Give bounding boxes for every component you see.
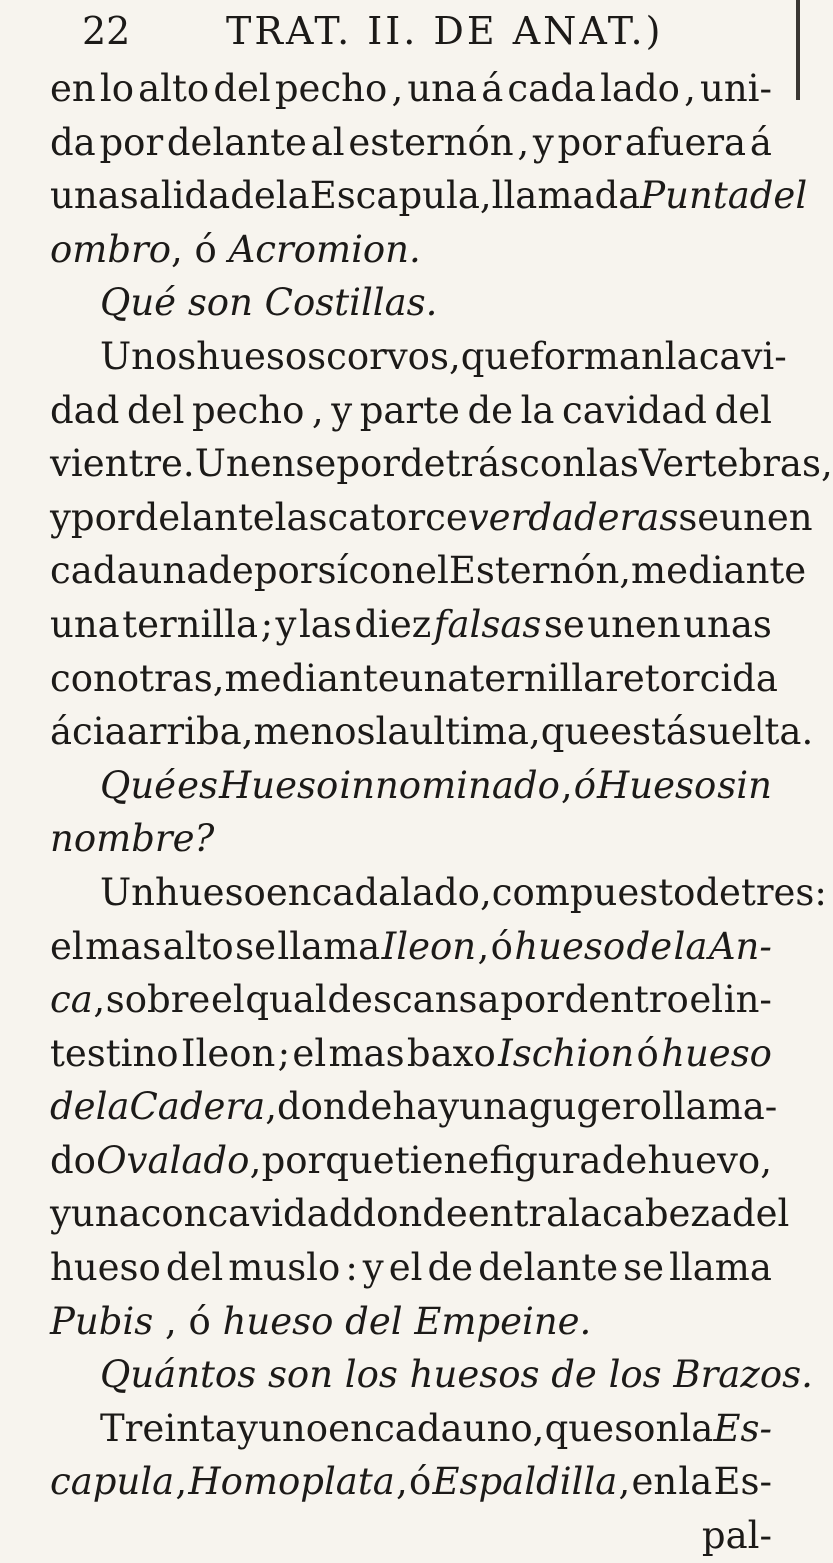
running-title: TRAT. II. DE ANAT.) xyxy=(226,9,664,53)
word: una xyxy=(70,1192,141,1236)
word: con xyxy=(348,549,416,593)
word: Un xyxy=(100,870,156,914)
word: en xyxy=(265,870,312,914)
word: delante xyxy=(478,1246,619,1290)
word: se xyxy=(623,1246,665,1290)
word: la xyxy=(679,1406,714,1450)
text-line xyxy=(50,1455,772,1509)
word: huesos xyxy=(196,334,327,378)
word: llama- xyxy=(661,1085,778,1129)
word: un xyxy=(459,1085,507,1129)
word: por xyxy=(99,120,164,164)
word: la xyxy=(673,924,708,968)
word: , xyxy=(391,67,404,110)
word: , xyxy=(477,924,490,968)
text-line xyxy=(50,437,833,491)
word: , xyxy=(528,710,541,754)
word: á xyxy=(481,67,504,110)
word: Hueso xyxy=(597,763,717,807)
text-line xyxy=(50,1080,778,1134)
text-line xyxy=(50,1134,772,1188)
word: y xyxy=(50,1192,71,1236)
word: , xyxy=(396,1460,408,1504)
word: hueso xyxy=(50,1246,161,1290)
word: detrás xyxy=(399,442,520,486)
word: , xyxy=(517,120,530,164)
word: , xyxy=(93,978,106,1022)
word: unen xyxy=(587,602,681,646)
word: ácia xyxy=(50,710,127,754)
text-segment: Pubis xyxy=(50,1299,154,1343)
word: pecho xyxy=(274,67,388,110)
word: otras xyxy=(116,656,213,700)
word: las xyxy=(274,495,328,539)
page-header xyxy=(0,3,800,63)
word: da xyxy=(50,120,96,164)
word: descansa xyxy=(327,978,500,1022)
word: con xyxy=(519,442,586,486)
word: hueso xyxy=(661,1031,772,1075)
word: las xyxy=(585,442,639,486)
word: del xyxy=(714,388,772,432)
word: ó xyxy=(636,1031,659,1075)
word: cavidad xyxy=(562,388,707,432)
word: Treinta xyxy=(100,1406,237,1450)
word: hueso xyxy=(155,870,266,914)
text-line xyxy=(50,1402,772,1456)
text-segment: pal- xyxy=(701,1514,772,1558)
word: es xyxy=(177,763,218,807)
word: compuesto xyxy=(491,870,696,914)
word: las xyxy=(298,602,352,646)
word: dad xyxy=(50,388,120,432)
word: y xyxy=(362,1246,384,1290)
word: de xyxy=(230,174,276,218)
word: ó xyxy=(573,763,596,807)
text-segment: , ó xyxy=(171,227,229,271)
word: cada xyxy=(507,67,596,110)
text-line xyxy=(50,1295,772,1349)
word: innominado xyxy=(339,763,560,807)
word: , xyxy=(311,388,324,432)
word: en xyxy=(50,67,96,110)
word: cada xyxy=(374,1406,463,1450)
text-line xyxy=(50,223,772,277)
word: parte xyxy=(359,388,460,432)
word: de xyxy=(50,1085,96,1129)
word: uno xyxy=(258,1406,329,1450)
word: que xyxy=(460,334,531,378)
word: dentro xyxy=(564,978,689,1022)
word: ca xyxy=(50,978,93,1022)
word: baxo xyxy=(406,1031,496,1075)
text-line xyxy=(50,330,787,384)
word: arriba xyxy=(126,710,242,754)
word: una xyxy=(138,549,209,593)
word: y xyxy=(50,495,71,539)
text-segment: Qué son Costillas. xyxy=(100,281,438,325)
word: , xyxy=(212,656,225,700)
word: hay xyxy=(392,1085,460,1129)
word: ternilla xyxy=(469,656,606,700)
word: Ileon xyxy=(180,1031,276,1075)
word: del xyxy=(126,388,185,432)
word: á xyxy=(749,120,772,164)
word: la xyxy=(664,334,699,378)
word: Esternón, xyxy=(448,549,632,593)
word: afuera xyxy=(624,120,747,164)
word: de xyxy=(695,870,741,914)
word: ternilla xyxy=(122,602,259,646)
word: la xyxy=(375,710,410,754)
text-line xyxy=(50,652,778,706)
word: unas xyxy=(683,602,772,646)
word: capula xyxy=(50,1460,175,1504)
word: mediante xyxy=(631,549,807,593)
word: agugero xyxy=(506,1085,662,1129)
word: y xyxy=(331,388,353,432)
text-line xyxy=(50,1187,790,1241)
word: unen xyxy=(719,495,813,539)
text-segment: Acromion. xyxy=(228,227,421,271)
word: que xyxy=(544,1406,615,1450)
word: testino xyxy=(50,1031,179,1075)
word: mas xyxy=(85,924,162,968)
text-line xyxy=(50,62,772,116)
word: Unense xyxy=(194,442,337,486)
word: el xyxy=(689,978,724,1022)
word: , xyxy=(684,67,696,110)
word: Homoplata xyxy=(188,1460,395,1504)
text-segment: Quántos son los huesos de los Brazos. xyxy=(100,1353,813,1397)
text-segment: nombre? xyxy=(50,817,215,861)
text-segment: ombro xyxy=(50,227,172,271)
word: llamada xyxy=(491,174,641,218)
word: delante xyxy=(166,120,307,164)
word: por xyxy=(336,442,400,486)
word: esternón xyxy=(348,120,514,164)
word: del xyxy=(213,67,271,110)
word: con xyxy=(50,656,117,700)
word: y xyxy=(275,602,297,646)
word: do xyxy=(50,1138,96,1182)
word: , xyxy=(479,174,492,218)
word: : xyxy=(345,1246,358,1290)
text-line xyxy=(50,491,813,545)
word: por xyxy=(500,978,564,1022)
word: la xyxy=(568,1192,603,1236)
word: Punta xyxy=(640,174,750,218)
word: que xyxy=(540,710,611,754)
word: del xyxy=(731,1192,790,1236)
word: está xyxy=(610,710,688,754)
word: sin xyxy=(717,763,772,807)
text-line xyxy=(50,920,772,974)
word: corvos xyxy=(326,334,449,378)
text-line xyxy=(50,544,807,598)
word: y xyxy=(532,120,554,164)
page-number: 22 xyxy=(82,9,131,53)
word: forman xyxy=(530,334,665,378)
word: alto xyxy=(138,67,210,110)
word: , xyxy=(265,1085,277,1129)
word: mas xyxy=(328,1031,405,1075)
word: en xyxy=(631,1460,678,1504)
word: in- xyxy=(723,978,772,1022)
text-line xyxy=(50,866,827,920)
word: el xyxy=(292,1031,327,1075)
text-line xyxy=(50,759,772,813)
word: figura xyxy=(489,1138,602,1182)
word: sobre xyxy=(105,978,211,1022)
word: cada xyxy=(50,549,139,593)
word: suelta. xyxy=(687,710,814,754)
word: de xyxy=(427,1246,474,1290)
word: lado xyxy=(600,67,680,110)
word: llama xyxy=(669,1246,772,1290)
word: muslo xyxy=(228,1246,341,1290)
text-line xyxy=(50,1348,813,1402)
word: , xyxy=(618,1460,631,1504)
word: Unos xyxy=(100,334,197,378)
word: diez xyxy=(354,602,432,646)
word: la xyxy=(275,174,310,218)
text-segment: , ó xyxy=(153,1299,223,1343)
word: cavi- xyxy=(698,334,787,378)
word: porque xyxy=(261,1138,395,1182)
word: uni- xyxy=(699,67,772,110)
word: la xyxy=(678,1460,713,1504)
word: el xyxy=(50,924,84,968)
word: falsas xyxy=(433,602,542,646)
word: la xyxy=(520,388,555,432)
word: delante xyxy=(134,495,275,539)
word: , xyxy=(175,1460,188,1504)
word: una xyxy=(407,67,478,110)
word: son xyxy=(614,1406,680,1450)
text-line xyxy=(50,276,772,330)
word: menos xyxy=(253,710,376,754)
word: cabeza xyxy=(602,1192,732,1236)
text-line xyxy=(50,169,808,223)
word: qual xyxy=(245,978,327,1022)
word: ó xyxy=(490,924,513,968)
word: , xyxy=(479,870,492,914)
word: donde xyxy=(276,1085,393,1129)
word: , xyxy=(448,334,461,378)
text-body xyxy=(50,62,833,1563)
word: uno, xyxy=(462,1406,545,1450)
word: concavidad xyxy=(140,1192,353,1236)
text-line xyxy=(50,1027,772,1081)
word: tres: xyxy=(740,870,827,914)
word: al xyxy=(310,120,345,164)
word: el xyxy=(388,1246,423,1290)
word: el xyxy=(210,978,245,1022)
text-line xyxy=(50,973,772,1027)
word: una xyxy=(50,174,120,218)
word: de xyxy=(601,1138,648,1182)
word: del xyxy=(749,174,808,218)
word: sí xyxy=(317,549,349,593)
word: Hueso xyxy=(219,763,339,807)
text-line xyxy=(50,812,772,866)
word: de xyxy=(208,549,254,593)
text-line xyxy=(50,705,814,759)
word: por xyxy=(70,495,135,539)
word: del xyxy=(165,1246,224,1290)
word: donde xyxy=(352,1192,468,1236)
word: se xyxy=(678,495,720,539)
word: Escapula xyxy=(309,174,480,218)
word: una xyxy=(50,602,120,646)
word: An- xyxy=(708,924,772,968)
word: la xyxy=(95,1085,130,1129)
word: por xyxy=(557,120,622,164)
word: , xyxy=(560,763,573,807)
word: pecho xyxy=(191,388,305,432)
word: el xyxy=(415,549,449,593)
word: de xyxy=(626,924,673,968)
word: hueso xyxy=(514,924,626,968)
word: alto xyxy=(162,924,234,968)
word: Es- xyxy=(713,1460,772,1504)
text-line xyxy=(50,1241,772,1295)
word: ó xyxy=(408,1460,432,1504)
word: Vertebras, xyxy=(638,442,833,486)
word: Ovalado xyxy=(96,1138,250,1182)
word: lado xyxy=(400,870,480,914)
text-segment: hueso del Empeine. xyxy=(222,1299,592,1343)
word: lo xyxy=(99,67,134,110)
word: verdaderas xyxy=(467,495,679,539)
word: Ileon xyxy=(381,924,477,968)
text-line xyxy=(50,384,772,438)
word: salida xyxy=(119,174,231,218)
text-line xyxy=(50,116,772,170)
word: , xyxy=(249,1138,262,1182)
word: ; xyxy=(260,602,274,646)
word: , xyxy=(241,710,254,754)
word: Es- xyxy=(713,1406,772,1450)
word: Cadera xyxy=(129,1085,266,1129)
word: ultima xyxy=(409,710,529,754)
word: vientre. xyxy=(50,442,195,486)
word: huevo, xyxy=(647,1138,772,1182)
word: una xyxy=(399,656,470,700)
word: retorcida xyxy=(605,656,778,700)
text-line xyxy=(50,598,772,652)
word: Ischion xyxy=(498,1031,635,1075)
word: en xyxy=(328,1406,374,1450)
word: se xyxy=(235,924,276,968)
word: se xyxy=(543,602,585,646)
word: de xyxy=(467,388,514,432)
word: cada xyxy=(311,870,401,914)
word: Espaldilla xyxy=(432,1460,618,1504)
word: ; xyxy=(277,1031,291,1075)
text-line xyxy=(50,1509,772,1563)
word: mediante xyxy=(224,656,400,700)
word: y xyxy=(237,1406,258,1450)
word: entra xyxy=(467,1192,569,1236)
word: llama xyxy=(277,924,381,968)
word: tiene xyxy=(394,1138,490,1182)
word: por xyxy=(253,549,318,593)
word: catorce xyxy=(327,495,468,539)
word: Qué xyxy=(100,763,177,807)
